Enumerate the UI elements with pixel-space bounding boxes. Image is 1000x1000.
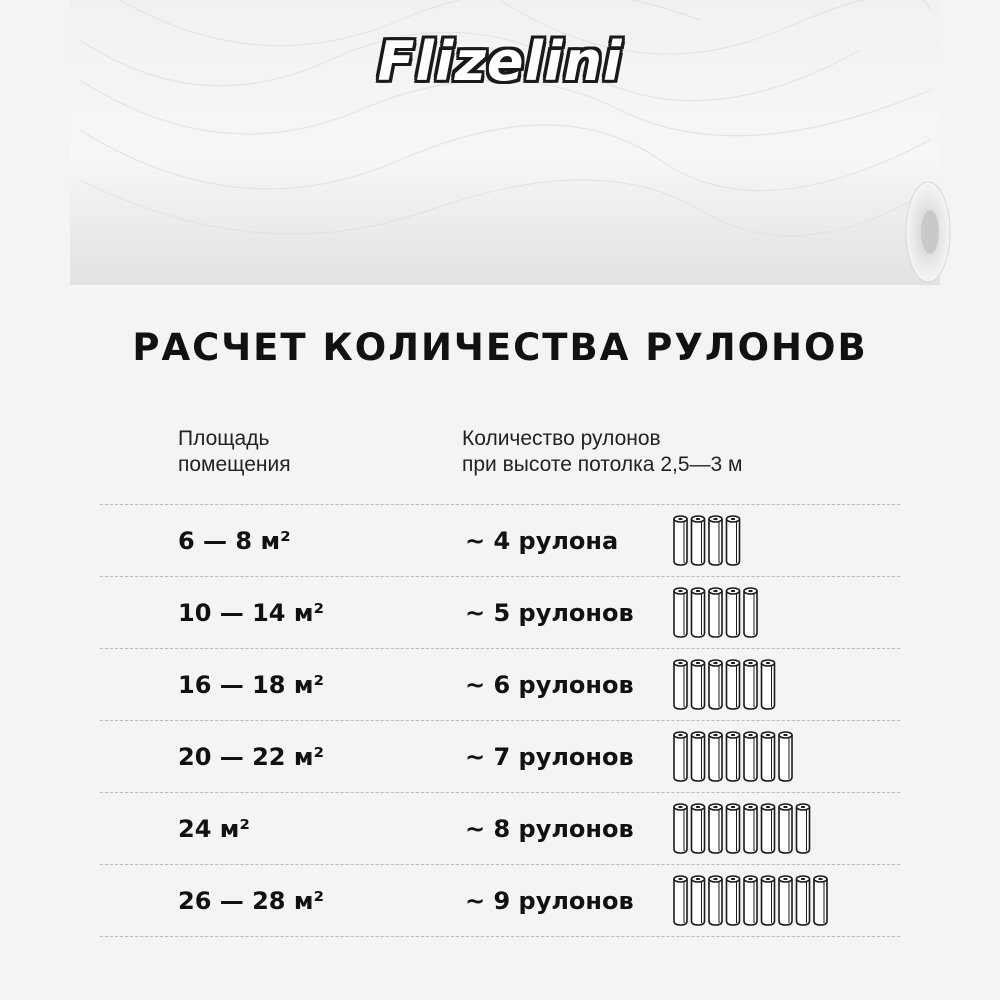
count-cell: ~ 4 рулона	[465, 527, 619, 555]
wallpaper-roll-icon	[744, 876, 757, 925]
wallpaper-roll-icon	[674, 804, 687, 853]
wallpaper-roll-icon	[727, 516, 740, 565]
rolls-table	[100, 504, 900, 937]
wallpaper-roll-icon	[744, 660, 757, 709]
wallpaper-roll-icon	[727, 732, 740, 781]
area-cell: 20 — 22 м²	[178, 743, 324, 771]
wallpaper-roll-icon	[692, 804, 705, 853]
wallpaper-roll-icon	[674, 660, 687, 709]
wallpaper-roll-icon	[814, 876, 827, 925]
wallpaper-roll-icon	[674, 732, 687, 781]
wallpaper-roll-icon	[674, 516, 687, 565]
roll-icons	[672, 657, 872, 713]
wallpaper-roll-icon	[779, 732, 792, 781]
wallpaper-roll-icon	[692, 588, 705, 637]
wallpaper-roll-icon	[797, 804, 810, 853]
wallpaper-roll-icon	[744, 732, 757, 781]
wallpaper-roll-icon	[797, 876, 810, 925]
wallpaper-roll-icon	[692, 660, 705, 709]
table-row	[100, 576, 900, 648]
wallpaper-roll-icon	[744, 588, 757, 637]
roll-icons	[672, 801, 872, 857]
wallpaper-roll-icon	[692, 876, 705, 925]
wallpaper-roll-icon	[709, 588, 722, 637]
count-cell: ~ 6 рулонов	[465, 671, 634, 699]
column-header-area-line2: помещения	[178, 453, 291, 476]
table-row	[100, 720, 900, 792]
table-row	[100, 864, 900, 937]
count-cell: ~ 5 рулонов	[465, 599, 634, 627]
wallpaper-roll-icon	[727, 876, 740, 925]
wallpaper-roll-icon	[692, 732, 705, 781]
wallpaper-roll-icon	[762, 732, 775, 781]
wallpaper-roll-icon	[709, 660, 722, 709]
wallpaper-roll-icon	[779, 876, 792, 925]
column-header-rolls-line1: Количество рулонов	[462, 427, 661, 450]
wallpaper-roll-image	[0, 0, 1000, 300]
wallpaper-roll-icon	[762, 804, 775, 853]
column-header-area-line1: Площадь	[178, 427, 270, 450]
wallpaper-roll-icon	[709, 732, 722, 781]
column-header-rolls	[462, 426, 742, 478]
page-title: РАСЧЕТ КОЛИЧЕСТВА РУЛОНОВ	[132, 326, 868, 369]
wallpaper-roll-icon	[762, 876, 775, 925]
wallpaper-roll-icon	[674, 876, 687, 925]
wallpaper-roll-icon	[692, 516, 705, 565]
wallpaper-roll-icon	[744, 804, 757, 853]
area-cell: 16 — 18 м²	[178, 671, 324, 699]
area-cell: 6 — 8 м²	[178, 527, 291, 555]
wallpaper-roll-icon	[727, 588, 740, 637]
table-row	[100, 792, 900, 864]
roll-icons	[672, 873, 872, 929]
wallpaper-roll-icon	[727, 804, 740, 853]
roll-icons	[672, 585, 872, 641]
column-header-rolls-line2: при высоте потолка 2,5—3 м	[462, 453, 743, 476]
area-cell: 10 — 14 м²	[178, 599, 324, 627]
roll-icons	[672, 729, 872, 785]
wallpaper-roll-icon	[779, 804, 792, 853]
table-row	[100, 504, 900, 576]
wallpaper-roll-icon	[674, 588, 687, 637]
area-cell: 24 м²	[178, 815, 250, 843]
count-cell: ~ 7 рулонов	[465, 743, 634, 771]
wallpaper-roll-icon	[709, 876, 722, 925]
roll-icons	[672, 513, 872, 569]
count-cell: ~ 8 рулонов	[465, 815, 634, 843]
wallpaper-roll-icon	[709, 516, 722, 565]
wallpaper-roll-icon	[762, 660, 775, 709]
area-cell: 26 — 28 м²	[178, 887, 324, 915]
column-header-area	[178, 426, 291, 478]
table-row	[100, 648, 900, 720]
count-cell: ~ 9 рулонов	[465, 887, 634, 915]
wallpaper-roll-icon	[727, 660, 740, 709]
wallpaper-roll-icon	[709, 804, 722, 853]
brand-logo: Flizelini	[377, 30, 623, 93]
